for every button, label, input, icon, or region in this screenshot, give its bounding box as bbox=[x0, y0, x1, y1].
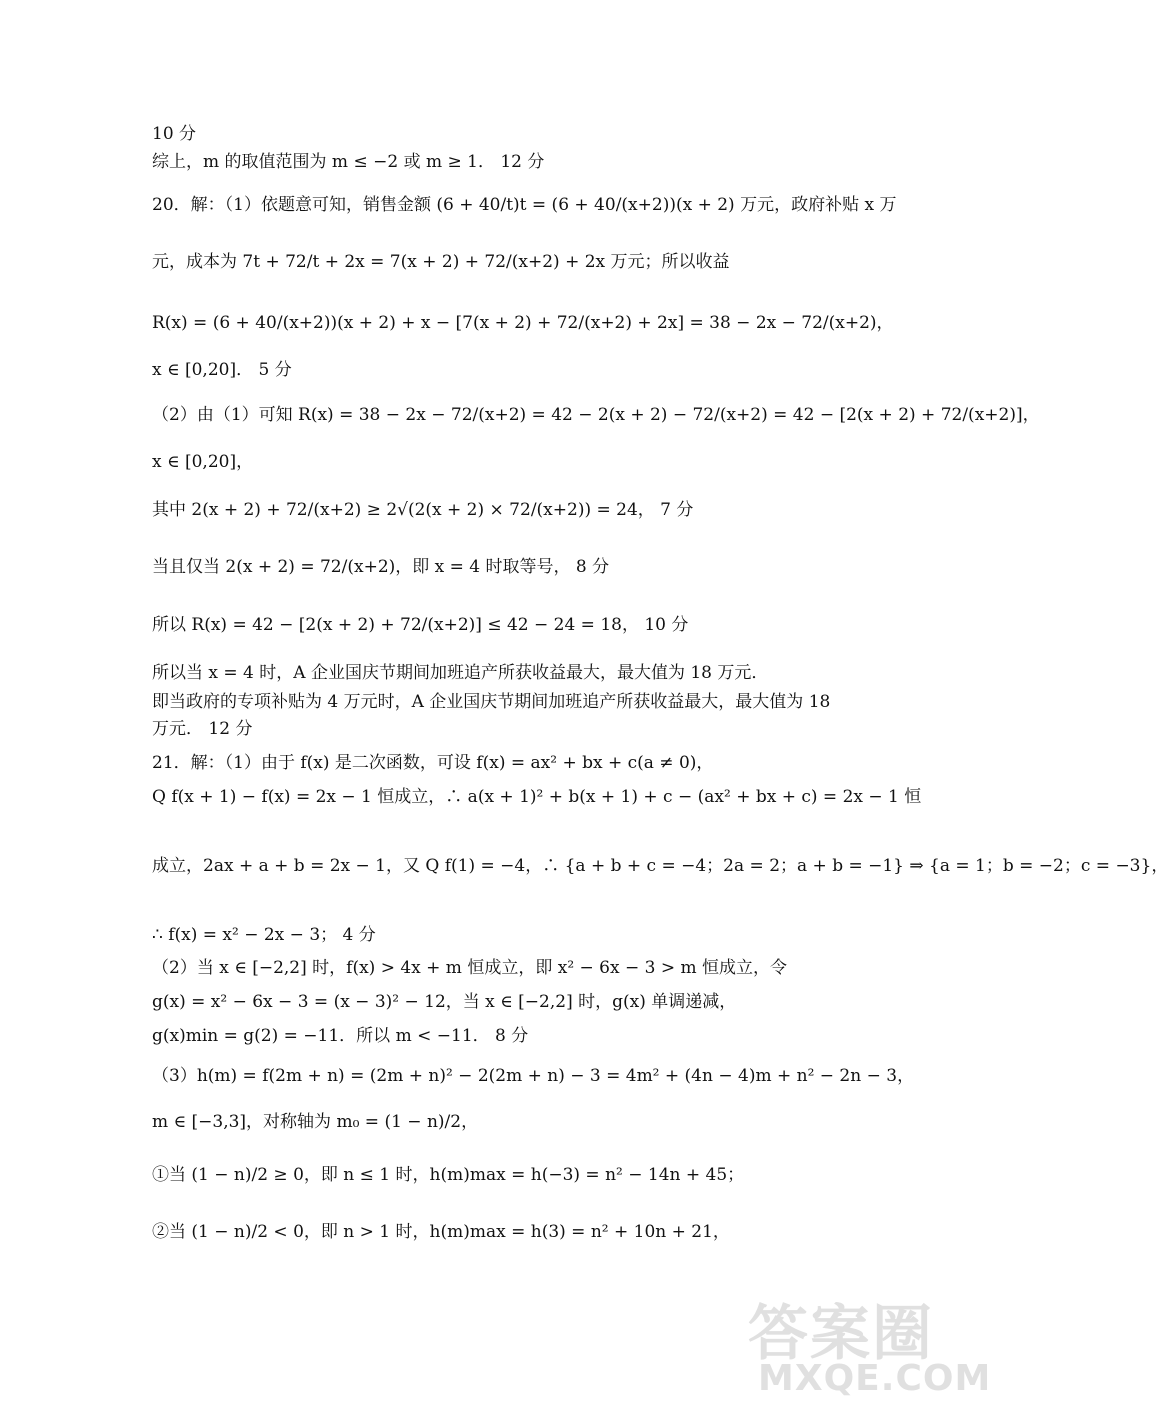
text-line: x ∈ [0,20]， bbox=[152, 452, 254, 472]
text-line: 10 分 bbox=[152, 124, 197, 144]
text-line: （3）h(m) = f(2m + n) = (2m + n)² − 2(2m + n) − 3 = 4m² + (4n − 4)m + n² − 2n − 3， bbox=[152, 1066, 915, 1086]
text-line: ∴ f(x) = x² − 2x − 3； 4 分 bbox=[152, 925, 376, 945]
text-line: 万元． 12 分 bbox=[152, 719, 253, 739]
text-line: 20．解：（1）依题意可知，销售金额 (6 + 40/t)t = (6 + 40/(x+2))(x + 2) 万元，政府补贴 x 万 bbox=[152, 195, 897, 215]
text-line: R(x) = (6 + 40/(x+2))(x + 2) + x − [7(x + 2) + 72/(x+2) + 2x] = 38 − 2x − 72/(x+2)， bbox=[152, 313, 894, 333]
text-line: Q f(x + 1) − f(x) = 2x − 1 恒成立，∴ a(x + 1)² + b(x + 1) + c − (ax² + bx + c) = 2x − 1 恒 bbox=[152, 787, 922, 807]
text-line: g(x)min = g(2) = −11．所以 m < −11． 8 分 bbox=[152, 1026, 529, 1046]
text-line: 综上，m 的取值范围为 m ≤ −2 或 m ≥ 1． 12 分 bbox=[152, 152, 545, 172]
text-line: 当且仅当 2(x + 2) = 72/(x+2)，即 x = 4 时取等号， 8 分 bbox=[152, 557, 610, 577]
text-line: x ∈ [0,20]． 5 分 bbox=[152, 360, 292, 380]
text-line: 其中 2(x + 2) + 72/(x+2) ≥ 2√(2(x + 2) × 72/(x+2)) = 24， 7 分 bbox=[152, 500, 694, 520]
text-line: ②当 (1 − n)/2 < 0，即 n > 1 时，h(m)max = h(3) = n² + 10n + 21， bbox=[152, 1222, 730, 1242]
text-line: 所以 R(x) = 42 − [2(x + 2) + 72/(x+2)] ≤ 42 − 24 = 18， 10 分 bbox=[152, 615, 689, 635]
text-line: m ∈ [−3,3]，对称轴为 m₀ = (1 − n)/2， bbox=[152, 1112, 479, 1132]
text-line: （2）当 x ∈ [−2,2] 时，f(x) > 4x + m 恒成立，即 x² − 6x − 3 > m 恒成立，令 bbox=[152, 958, 788, 978]
text-line: g(x) = x² − 6x − 3 = (x − 3)² − 12，当 x ∈ [−2,2] 时，g(x) 单调递减， bbox=[152, 992, 737, 1012]
watermark-logo bbox=[748, 1286, 992, 1406]
text-line: 所以当 x = 4 时，A 企业国庆节期间加班追产所获收益最大，最大值为 18 万元． bbox=[152, 663, 769, 683]
text-line: 元，成本为 7t + 72/t + 2x = 7(x + 2) + 72/(x+2) + 2x 万元；所以收益 bbox=[152, 252, 730, 272]
text-line: （2）由（1）可知 R(x) = 38 − 2x − 72/(x+2) = 42 − 2(x + 2) − 72/(x+2) = 42 − [2(x + 2) + 72/(x+2)]， bbox=[152, 405, 1040, 425]
watermark-url: MXQE.COM bbox=[758, 1358, 992, 1399]
watermark-title: 答案圈 bbox=[748, 1299, 934, 1369]
text-line: 即当政府的专项补贴为 4 万元时，A 企业国庆节期间加班追产所获收益最大，最大值为 18 bbox=[152, 692, 831, 712]
text-line: 21．解：（1）由于 f(x) 是二次函数，可设 f(x) = ax² + bx + c(a ≠ 0)， bbox=[152, 753, 714, 773]
text-line: ①当 (1 − n)/2 ≥ 0，即 n ≤ 1 时，h(m)max = h(−3) = n² − 14n + 45； bbox=[152, 1165, 745, 1185]
text-line: 成立，2ax + a + b = 2x − 1，又 Q f(1) = −4，∴ {a + b + c = −4；2a = 2；a + b = −1} ⇒ {a = 1；b = −2；c = −3}， bbox=[152, 856, 1168, 876]
